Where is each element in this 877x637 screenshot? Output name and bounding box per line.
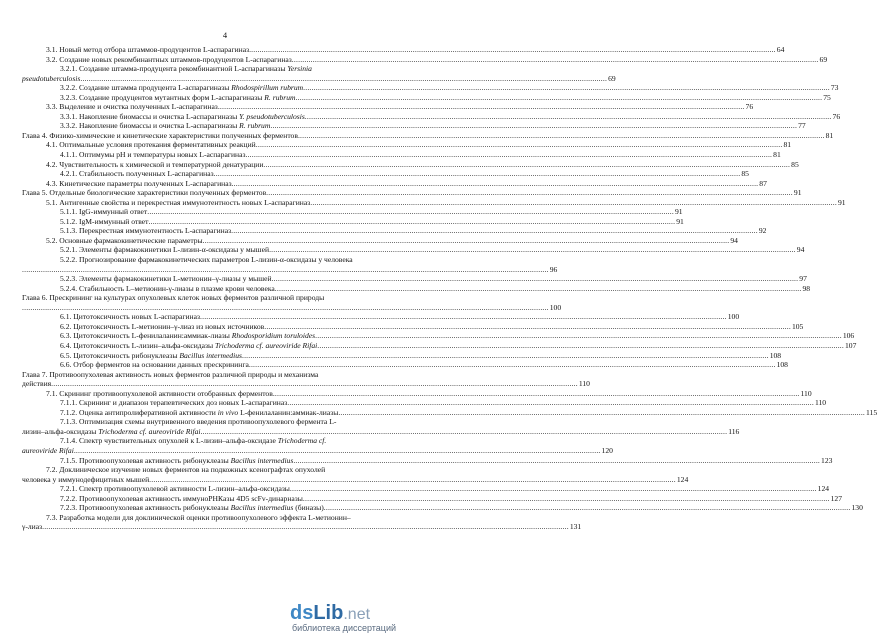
toc-entry-title: 5.2.2. Прогнозирование фармакокинетических параметров L-лизин-α-оксидазы у человека: [60, 255, 353, 265]
toc-entry: [22, 83, 839, 93]
toc-page-number: 100: [549, 302, 562, 312]
toc-page-number: 115: [866, 407, 877, 417]
toc-entry: [22, 102, 754, 112]
toc-page-number: 69: [608, 73, 616, 83]
toc-entry-title: 7.1.4. Спектр чувствительных опухолей к L-лизин–альфа-оксидазе Trichoderma cf.: [60, 436, 327, 446]
toc-page-number: 85: [741, 169, 749, 179]
toc-entry: [22, 226, 767, 236]
toc-entry-title: Глава 4. Физико-химические и кинетические характеристики полученных ферментов: [22, 130, 298, 140]
toc-entry-continuation: pseudotuberculosis ..... 69: [22, 74, 428, 84]
site-watermark[interactable]: [290, 602, 450, 637]
toc-entry: [22, 370, 428, 380]
toc-entry-continuation: γ-лиаз ..... 131: [22, 522, 428, 532]
toc-entry: [22, 207, 683, 217]
toc-entry-title: 6.1. Цитотоксичность новых L-аспарагиназ: [60, 312, 200, 322]
toc-page-number: 124: [676, 474, 689, 484]
toc-entry-continuation: человека у иммунодефицитных мышей ..... 124: [22, 475, 428, 485]
toc-entry-title: 6.6. Отбор ферментов на основании данных прескрининга: [60, 360, 249, 370]
toc-entry: [22, 360, 788, 370]
toc-page-number: 110: [814, 398, 827, 408]
table-of-contents: [22, 45, 877, 532]
toc-entry-title: 6.2. Цитотоксичность L-метионин–γ-лиаз из новых источников: [60, 321, 265, 331]
toc-page-number: 92: [758, 226, 767, 236]
toc-entry: [22, 92, 831, 103]
toc-page-number: 116: [728, 426, 740, 436]
toc-page-number: 123: [821, 455, 833, 465]
toc-entry: [22, 340, 857, 351]
toc-entry: [22, 130, 834, 141]
toc-entry-title: 5.1. Антигенные свойства и перекрестная иммунотентность новых L-аспарагиназ: [46, 197, 311, 207]
toc-page-number: 94: [796, 245, 805, 255]
toc-entry: [22, 331, 855, 341]
toc-entry-title: Глава 7. Противоопухолевая активность новых ферментов различной природы и механизма: [22, 369, 319, 379]
toc-entry-title: 3.2.1. Создание штамма-продуцента рекомбинантной L-аспарагиназы Yersinia: [60, 64, 312, 74]
toc-entry: [22, 436, 428, 446]
toc-entry-continuation: [22, 264, 558, 275]
toc-entry: [22, 493, 843, 504]
toc-entry: [22, 283, 811, 294]
toc-entry: [22, 121, 806, 131]
toc-entry: [22, 398, 827, 408]
toc-entry-title: 4.1.1. Оптимумы pH и температуры новых L-аспарагиназ: [60, 150, 246, 160]
toc-page-number: 94: [730, 235, 738, 245]
toc-entry-title: 3.2.2. Создание штамма продуцента L-аспарагиназы Rhodospirillum rubrum: [60, 83, 304, 93]
toc-entry-title: 7.2.3. Противоопухолевая активность рибонуклеазы Bacillus intermedius (биназы): [60, 503, 324, 513]
toc-entry: [22, 255, 428, 265]
toc-page-number: 108: [769, 350, 782, 360]
toc-entry: [22, 350, 782, 361]
toc-entry-title: 3.2. Создание новых рекомбинантных штаммов-продуцентов L-аспарагиназ: [46, 54, 292, 64]
toc-entry-title: 3.2.3. Создание продуцентов мутантных форм L-аспарагиназы R. rubrum: [60, 92, 296, 102]
toc-entry-title: 7.1.5. Противоопухолевая активность рибонуклеазы Bacillus intermedius: [60, 455, 294, 465]
toc-page-number: 110: [578, 379, 590, 389]
toc-entry-title: 7.1. Скрининг противоопухолевой активности отобранных ферментов: [46, 388, 273, 398]
toc-entry-title: 5.1.3. Перекрестная иммунотентность L-аспарагиназ: [60, 226, 232, 236]
toc-page-number: 124: [817, 484, 830, 494]
toc-entry-title: 5.2. Основные фармакокинетические параметры: [46, 235, 203, 245]
toc-entry-title: 3.1. Новый метод отбора штаммов-продуцентов L-аспарагиназ: [46, 45, 250, 54]
toc-entry: [22, 169, 749, 179]
toc-entry-continuation: лизин–альфа-оксидазы Trichoderma cf. aureoviride Rifai ..... 116: [22, 427, 428, 437]
toc-entry: [22, 465, 428, 475]
toc-entry-title: 4.2. Чувствительность к химической и температурной денатурации: [46, 159, 264, 169]
toc-page-number: 81: [825, 130, 834, 140]
toc-entry: [22, 64, 428, 74]
toc-entry: [22, 274, 807, 284]
toc-page-number: 127: [830, 493, 843, 503]
toc-entry: [22, 293, 428, 303]
toc-entry-title: 7.2. Доклиническое изучение новых ферментов на подкожных ксенографтах опухолей: [46, 465, 326, 475]
toc-entry-title: 4.2.1. Стабильность полученных L-аспарагиназ: [60, 169, 214, 179]
toc-entry: [22, 235, 738, 246]
toc-page-number: 81: [773, 150, 781, 160]
toc-entry-title: 7.1.2. Оценка антипролиферативной активности in vivo L-фенилаланин:аммиак-лиазы: [60, 407, 339, 417]
toc-page-number: 64: [776, 45, 785, 54]
toc-page-number: 91: [793, 188, 802, 198]
toc-entry-title: Глава 5. Отдельные биологические характеристики полученных ферментов: [22, 188, 267, 198]
toc-entry-continuation: aureoviride Rifai ..... 120: [22, 446, 428, 456]
toc-entry-title: 3.3. Выделение и очистка полученных L-аспарагиназ: [46, 102, 218, 112]
toc-entry: [22, 216, 684, 227]
toc-entry: [22, 159, 799, 170]
toc-entry-title: 4.1. Оптимальные условия протекания ферментативных реакций: [46, 140, 256, 150]
toc-entry: [22, 513, 428, 523]
toc-entry: [22, 178, 767, 189]
toc-page-number: 91: [837, 197, 846, 207]
toc-page-number: 87: [759, 178, 767, 188]
toc-page-number: 96: [549, 264, 558, 274]
toc-page-number: 97: [799, 274, 807, 284]
toc-page-number: 106: [842, 331, 855, 341]
toc-entry-title: 7.2.2. Противоопухолевая активность иммуноРНКазы 4D5 scFv-динарназы: [60, 493, 303, 503]
toc-page-number: 77: [798, 121, 806, 131]
toc-entry-title: 7.2.1. Спектр противоопухолевой активности L-лизин–альфа-оксидазы: [60, 484, 290, 494]
toc-entry-title: 3.3.2. Накопление биомассы и очистка L-аспарагиназы R. rubrum: [60, 121, 271, 131]
toc-entry-title: 5.1.2. IgM-иммунный ответ: [60, 216, 149, 226]
toc-page-number: 76: [832, 111, 841, 121]
toc-entry: [22, 140, 792, 150]
toc-entry-title: 7.1.3. Оптимизация схемы внутривенного введения противоопухолевого фермента L-: [60, 417, 337, 427]
toc-entry-title: 6.4. Цитотоксичность L-лизин–альфа-оксидазы Trichoderma cf. aureoviride Rifai: [60, 340, 318, 350]
toc-entry: [22, 503, 863, 513]
toc-page-number: 107: [845, 340, 857, 350]
toc-entry: [22, 407, 877, 418]
toc-page-number: 76: [745, 102, 754, 112]
toc-page-number: 100: [727, 312, 740, 322]
toc-page-number: 81: [783, 140, 792, 150]
toc-entry-continuation: действия ..... 110: [22, 379, 428, 389]
toc-page-number: 105: [791, 321, 804, 331]
toc-entry: [22, 388, 812, 399]
dslib-logo[interactable]: dsLib.net: [290, 602, 371, 624]
site-tagline: библиотека диссертаций: [292, 623, 397, 633]
toc-entry-title: 4.3. Кинетические параметры полученных L-аспарагиназ: [46, 178, 232, 188]
toc-entry-title: Глава 6. Прескрининг на культурах опухолевых клеток новых ферментов различной природы: [22, 293, 325, 303]
toc-entry: [22, 188, 802, 198]
toc-entry: [22, 45, 785, 55]
toc-page-number: 73: [830, 83, 839, 93]
toc-entry-title: 5.2.4. Стабильность L–метионин-γ-лиазы в плазме крови человека: [60, 283, 275, 293]
toc-entry: [22, 150, 781, 160]
toc-page-number: 110: [800, 388, 812, 398]
toc-entry-title: 5.1.1. IgG-иммунный ответ: [60, 207, 148, 217]
toc-entry: [22, 484, 830, 494]
toc-entry: [22, 417, 428, 427]
toc-page-number: 75: [823, 92, 831, 102]
toc-entry: [22, 455, 833, 466]
toc-entry-title: 3.3.1. Накопление биомассы и очистка L-аспарагиназы Y. pseudotuberculosis: [60, 111, 305, 121]
toc-entry-title: 7.1.1. Скрининг и диапазон терапевтических доз новых L-аспарагиназ: [60, 398, 288, 408]
toc-page-number: 91: [674, 207, 683, 217]
toc-entry-continuation: [22, 302, 562, 313]
toc-entry: [22, 321, 804, 332]
toc-entry: [22, 197, 846, 208]
toc-page-number: 69: [819, 54, 828, 64]
toc-page-number: 108: [776, 360, 788, 370]
toc-entry-title: 5.2.1. Элементы фармакокинетики L-лизин-α-оксидазы у мышей: [60, 245, 270, 255]
toc-page-number: 85: [791, 159, 799, 169]
page-number: 4: [222, 30, 228, 40]
toc-entry-title: 5.2.3. Элементы фармакокинетики L-метионин–γ-лиазы у мышей: [60, 274, 272, 284]
toc-entry-title: 7.3. Разработка модели для доклинической оценки противоопухолевого эффекта L-метионин–: [46, 512, 351, 522]
toc-page-number: 131: [569, 522, 582, 532]
toc-page-number: 91: [676, 216, 684, 226]
toc-entry-title: 6.5. Цитотоксичность рибонуклеазы Bacillus intermedius: [60, 350, 242, 360]
toc-entry: [22, 111, 841, 122]
toc-page-number: 98: [802, 283, 811, 293]
toc-entry-title: 6.3. Цитотоксичность L-фенилаланин:аммиак-лиазы Rhodosporidium toruloides: [60, 331, 316, 341]
toc-entry: [22, 312, 740, 322]
toc-entry: [22, 245, 805, 255]
toc-page-number: 130: [851, 503, 863, 513]
toc-entry: [22, 54, 828, 65]
toc-page-number: 120: [601, 445, 613, 455]
